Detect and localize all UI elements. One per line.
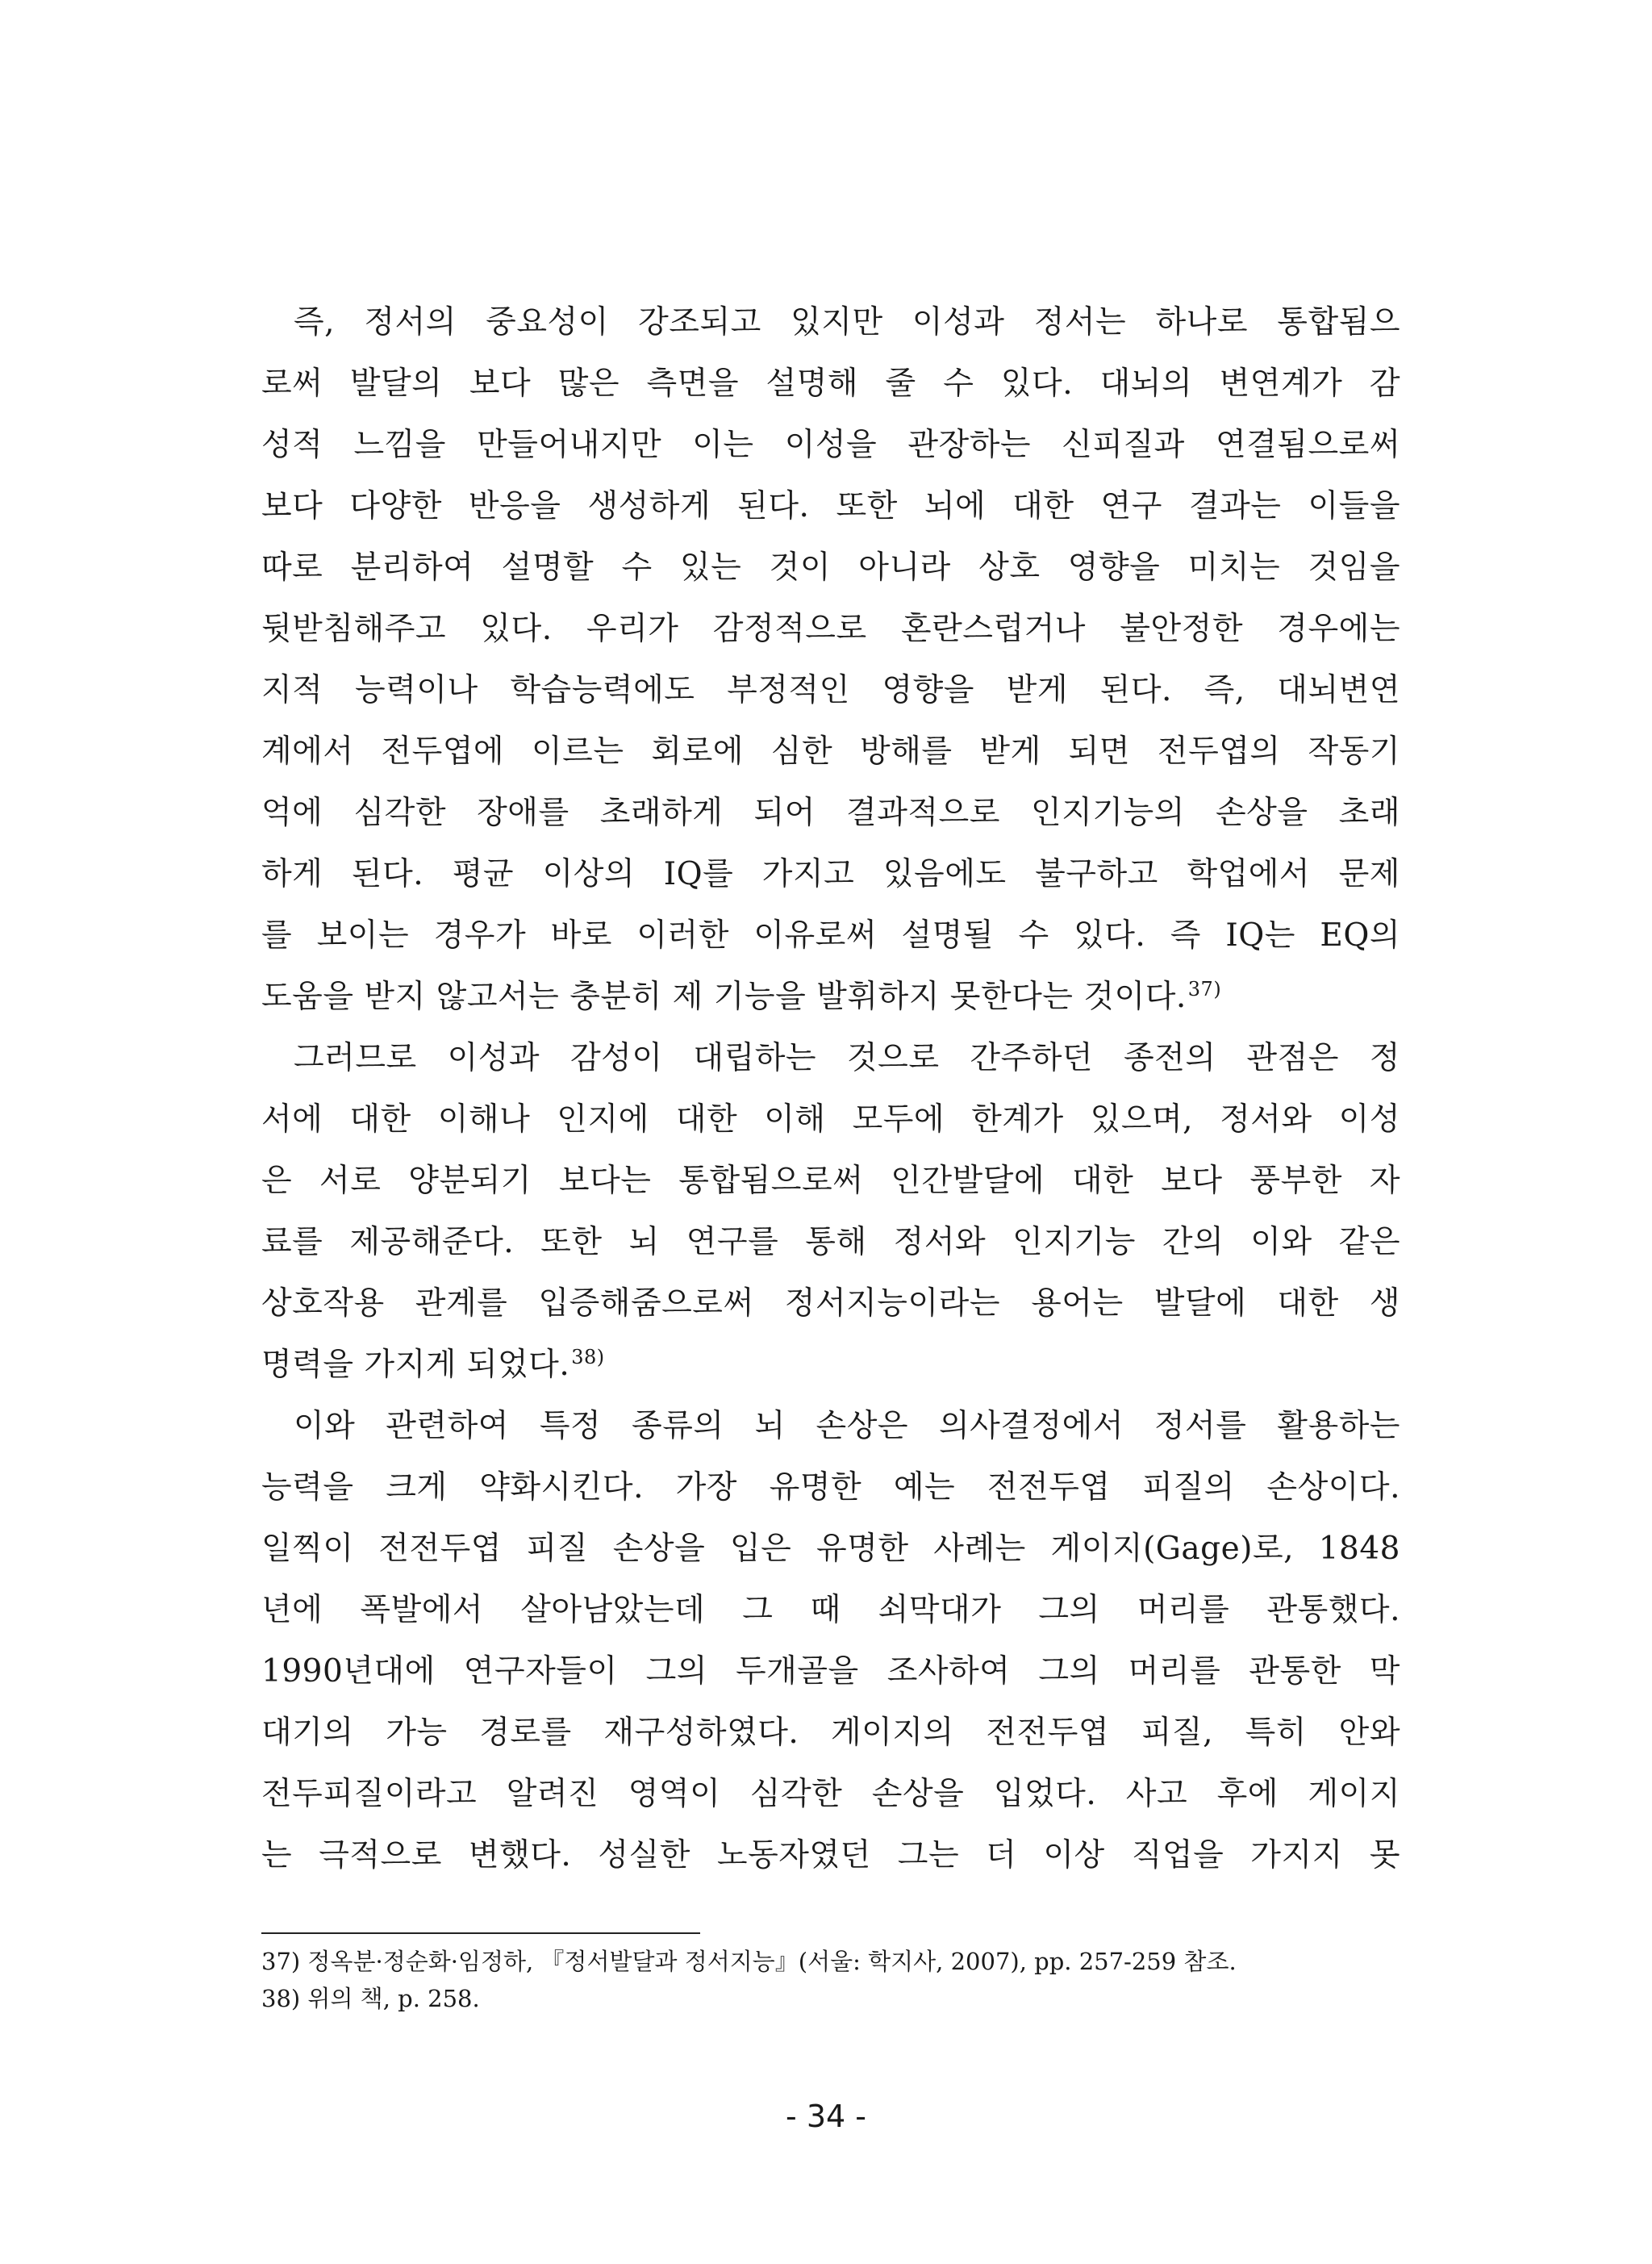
footnote-37: 37) 정옥분·정순화·임정하, 『정서발달과 정서지능』(서울: 학지사, 2007), pp. 257-259 참조. xyxy=(261,1948,1237,1975)
paragraph-3-line: 능력을 크게 약화시킨다. 가장 유명한 예는 전전두엽 피질의 손상이다. xyxy=(261,1469,1400,1506)
paragraph-1-line: 뒷받침해주고 있다. 우리가 감정적으로 혼란스럽거나 불안정한 경우에는 xyxy=(261,611,1400,647)
footnote-38: 38) 위의 책, p. 258. xyxy=(261,1985,480,2012)
paragraph-1-line-text: 도움을 받지 않고서는 충분히 제 기능을 발휘하지 못한다는 것이다. xyxy=(261,979,1187,1015)
paragraph-1-line: 하게 된다. 평균 이상의 IQ를 가지고 있음에도 불구하고 학업에서 문제 xyxy=(261,856,1400,892)
paragraph-1-line: 즉, 정서의 중요성이 강조되고 있지만 이성과 정서는 하나로 통합됨으 xyxy=(294,304,1400,340)
footnote-ref-37[interactable]: 37) xyxy=(1187,978,1222,1000)
paragraph-3-line: 년에 폭발에서 살아남았는데 그 때 쇠막대가 그의 머리를 관통했다. xyxy=(261,1592,1400,1628)
paragraph-1-line: 계에서 전두엽에 이르는 회로에 심한 방해를 받게 되면 전두엽의 작동기 xyxy=(261,733,1400,770)
footnote-ref-38[interactable]: 38) xyxy=(571,1346,605,1368)
page-number: - 34 - xyxy=(786,2099,866,2134)
paragraph-1-line: 보다 다양한 반응을 생성하게 된다. 또한 뇌에 대한 연구 결과는 이들을 xyxy=(261,488,1400,524)
paragraph-1-line: 억에 심각한 장애를 초래하게 되어 결과적으로 인지기능의 손상을 초래 xyxy=(261,795,1400,831)
paragraph-3-line: 1990년대에 연구자들이 그의 두개골을 조사하여 그의 머리를 관통한 막 xyxy=(261,1653,1400,1690)
paragraph-2-line-text: 명력을 가지게 되었다. xyxy=(261,1347,570,1383)
paragraph-2-line: 은 서로 양분되기 보다는 통합됨으로써 인간발달에 대한 보다 풍부한 자 xyxy=(261,1163,1400,1199)
paragraph-2-line: 상호작용 관계를 입증해줌으로써 정서지능이라는 용어는 발달에 대한 생 xyxy=(261,1285,1400,1322)
paragraph-1-line: 를 보이는 경우가 바로 이러한 이유로써 설명될 수 있다. 즉 IQ는 EQ의 xyxy=(261,917,1400,954)
paragraph-1-line: 지적 능력이나 학습능력에도 부정적인 영향을 받게 된다. 즉, 대뇌변연 xyxy=(261,672,1400,708)
paragraph-3-line: 일찍이 전전두엽 피질 손상을 입은 유명한 사례는 게이지(Gage)로, 1848 xyxy=(261,1531,1400,1567)
footnote-divider xyxy=(261,1932,700,1934)
paragraph-2-line: 그러므로 이성과 감성이 대립하는 것으로 간주하던 종전의 관점은 정 xyxy=(294,1040,1400,1076)
paragraph-2-last-line xyxy=(261,1335,1400,1396)
paragraph-1-line: 따로 분리하여 설명할 수 있는 것이 아니라 상호 영향을 미치는 것임을 xyxy=(261,549,1400,586)
body-text xyxy=(261,292,1400,1886)
paragraph-3-line: 전두피질이라고 알려진 영역이 심각한 손상을 입었다. 사고 후에 게이지 xyxy=(261,1776,1400,1812)
paragraph-1-line: 성적 느낌을 만들어내지만 이는 이성을 관장하는 신피질과 연결됨으로써 xyxy=(261,427,1400,463)
paragraph-2-line: 서에 대한 이해나 인지에 대한 이해 모두에 한계가 있으며, 정서와 이성 xyxy=(261,1101,1400,1138)
paragraph-1-last-line xyxy=(261,967,1400,1028)
paragraph-1-line: 로써 발달의 보다 많은 측면을 설명해 줄 수 있다. 대뇌의 변연계가 감 xyxy=(261,365,1400,402)
paragraph-3-line: 대기의 가능 경로를 재구성하였다. 게이지의 전전두엽 피질, 특히 안와 xyxy=(261,1715,1400,1751)
footnotes xyxy=(261,1943,1400,2017)
paragraph-2-line: 료를 제공해준다. 또한 뇌 연구를 통해 정서와 인지기능 간의 이와 같은 xyxy=(261,1224,1400,1260)
paragraph-3-line: 는 극적으로 변했다. 성실한 노동자였던 그는 더 이상 직업을 가지지 못 xyxy=(261,1837,1400,1873)
paragraph-3-line: 이와 관련하여 특정 종류의 뇌 손상은 의사결정에서 정서를 활용하는 xyxy=(294,1408,1400,1444)
